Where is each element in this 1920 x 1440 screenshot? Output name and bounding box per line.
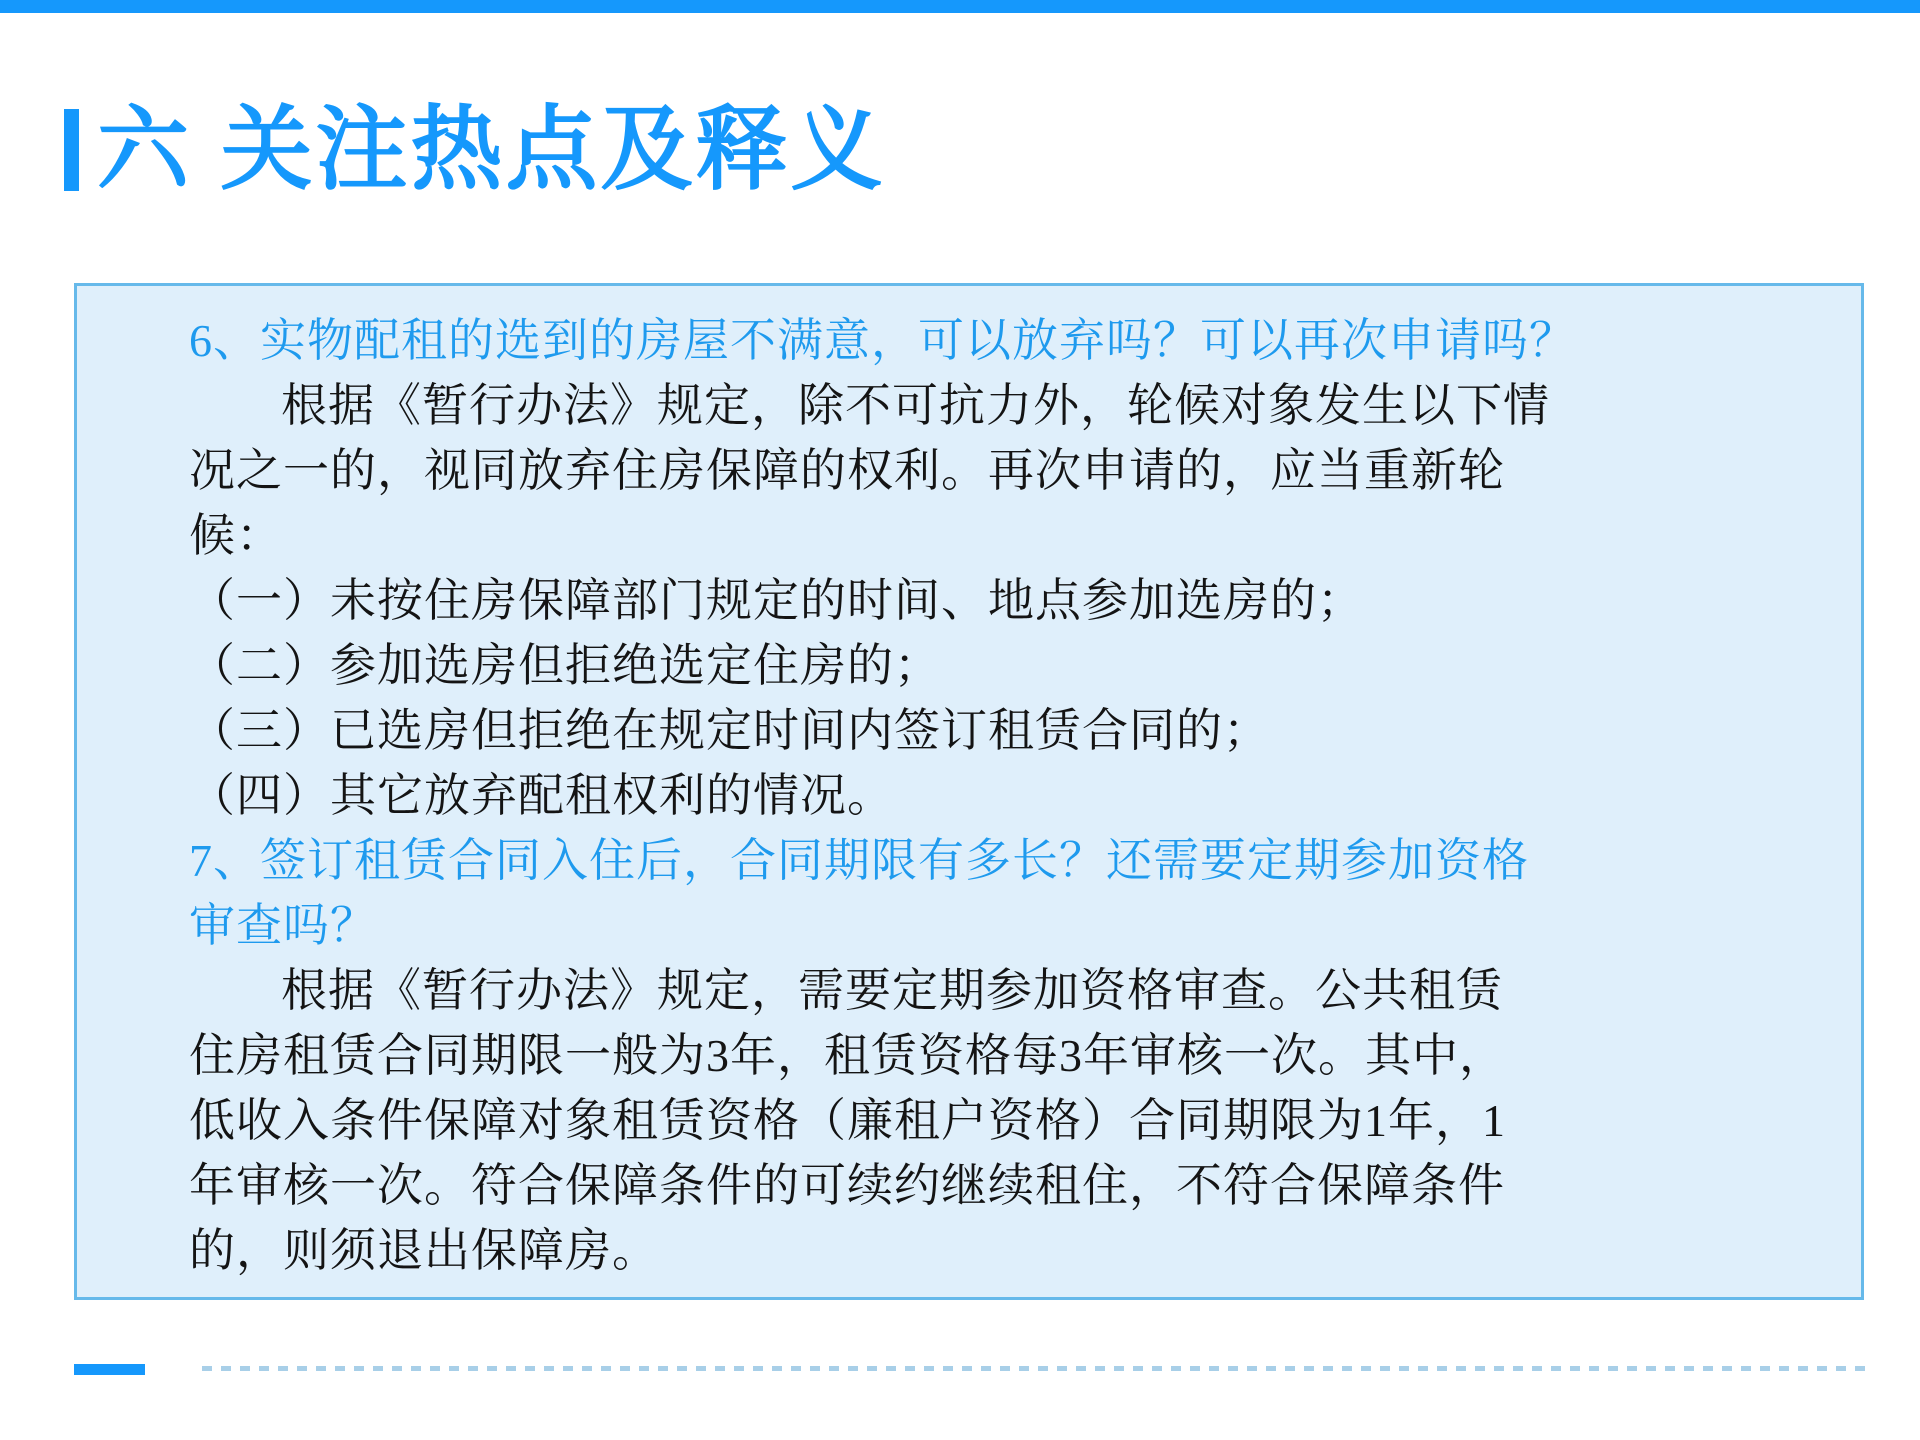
answer-line: 年审核一次。符合保障条件的可续约继续租住，不符合保障条件 (189, 1160, 1505, 1211)
footer-dashed-line (202, 1366, 1872, 1371)
question-line: 6、实物配租的选到的房屋不满意，可以放弃吗？可以再次申请吗？ (189, 315, 1576, 366)
question-line: 审查吗？ (189, 900, 377, 951)
answer-line: （一）未按住房保障部门规定的时间、地点参加选房的； (189, 575, 1364, 626)
footer-accent-rect (74, 1364, 145, 1375)
answer-line: （四）其它放弃配租权利的情况。 (189, 770, 894, 821)
answer-line: 根据《暂行办法》规定，除不可抗力外，轮候对象发生以下情 (281, 380, 1550, 431)
page-title: 六 关注热点及释义 (97, 99, 886, 201)
answer-line: 住房租赁合同期限一般为3年，租赁资格每3年审核一次。其中， (189, 1030, 1506, 1081)
qa-text-lines (189, 308, 1831, 1283)
title-accent-bar (64, 109, 79, 191)
question-line: 7、签订租赁合同入住后，合同期限有多长？还需要定期参加资格 (189, 835, 1529, 886)
top-accent-bar (0, 0, 1920, 13)
answer-line: （二）参加选房但拒绝选定住房的； (189, 640, 941, 691)
qa-content-box (74, 283, 1864, 1300)
answer-line: 况之一的，视同放弃住房保障的权利。再次申请的，应当重新轮 (189, 445, 1505, 496)
answer-line: （三）已选房但拒绝在规定时间内签订租赁合同的； (189, 705, 1270, 756)
answer-line: 低收入条件保障对象租赁资格（廉租户资格）合同期限为1年，1 (189, 1095, 1506, 1146)
answer-line: 根据《暂行办法》规定，需要定期参加资格审查。公共租赁 (281, 965, 1503, 1016)
answer-line: 候： (189, 510, 283, 561)
page-title-row (64, 99, 886, 201)
answer-line: 的，则须退出保障房。 (189, 1225, 659, 1276)
